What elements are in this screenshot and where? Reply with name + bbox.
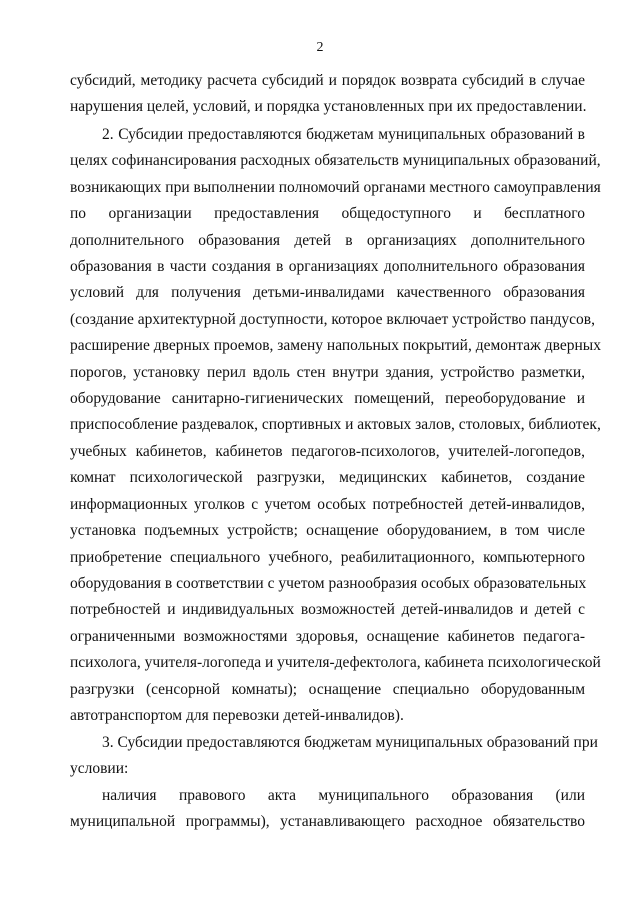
text-line: расширение дверных проемов, замену напольных покрытий, демонтаж дверных — [70, 337, 601, 355]
text-line: 2. Субсидии предоставляются бюджетам муниципальных образований в — [102, 126, 585, 143]
text-line: ограниченными возможностями здоровья, оснащение кабинетов педагога- — [70, 627, 585, 645]
text-line: порогов, установку перил вдоль стен внутри здания, устройство разметки, — [70, 363, 585, 381]
text-line: 3. Субсидии предоставляются бюджетам муниципальных образований при — [102, 734, 598, 751]
paragraph-2 — [70, 122, 601, 729]
text-line: наличия правового акта муниципального образования (или — [102, 786, 585, 804]
text-line: автотранспортом для перевозки детей-инвалидов). — [70, 706, 404, 724]
text-line: психолога, учителя-логопеда и учителя-дефектолога, кабинета психологической — [70, 654, 601, 672]
text-line: муниципальной программы), устанавливающего расходное обязательство — [70, 813, 585, 831]
text-line: условии: — [70, 760, 129, 778]
page-number: 2 — [316, 40, 324, 55]
text-line: информационных уголков с учетом особых потребностей детей-инвалидов, — [70, 495, 585, 513]
text-line: приобретение специального учебного, реабилитационного, компьютерного — [70, 548, 585, 566]
text-line: оборудования в соответствии с учетом разнообразия особых образовательных — [70, 574, 587, 592]
text-line: потребностей и индивидуальных возможностей детей-инвалидов и детей с — [70, 601, 585, 619]
text-line: по организации предоставления общедоступного и бесплатного — [70, 205, 585, 223]
text-line: нарушения целей, условий, и порядка установленных при их предоставлении. — [70, 98, 587, 116]
text-line: субсидий, методику расчета субсидий и порядок возврата субсидий в случае — [70, 72, 585, 89]
text-line: установка подъемных устройств; оснащение оборудованием, в том числе — [70, 522, 585, 540]
text-line: учебных кабинетов, кабинетов педагогов-психологов, учителей-логопедов, — [70, 442, 585, 460]
paragraph-continuation — [70, 68, 585, 121]
text-line: образования в части создания в организациях дополнительного образования — [70, 258, 585, 276]
text-line: разгрузки (сенсорной комнаты); оснащение специально оборудованным — [70, 680, 585, 698]
text-line: (создание архитектурной доступности, которое включает устройство пандусов, — [70, 310, 595, 328]
text-line: оборудование санитарно-гигиенических помещений, переоборудование и — [70, 390, 585, 408]
text-line: условий для получения детьми-инвалидами качественного образования — [70, 284, 585, 302]
paragraph-3 — [70, 730, 598, 836]
text-line: возникающих при выполнении полномочий органами местного самоуправления — [70, 178, 601, 196]
text-line: приспособление раздевалок, спортивных и актовых залов, столовых, библиотек, — [70, 416, 601, 434]
text-line: комнат психологической разгрузки, медицинских кабинетов, создание — [70, 469, 585, 487]
text-line: целях софинансирования расходных обязательств муниципальных образований, — [70, 152, 601, 170]
text-line: дополнительного образования детей в организациях дополнительного — [70, 231, 585, 249]
